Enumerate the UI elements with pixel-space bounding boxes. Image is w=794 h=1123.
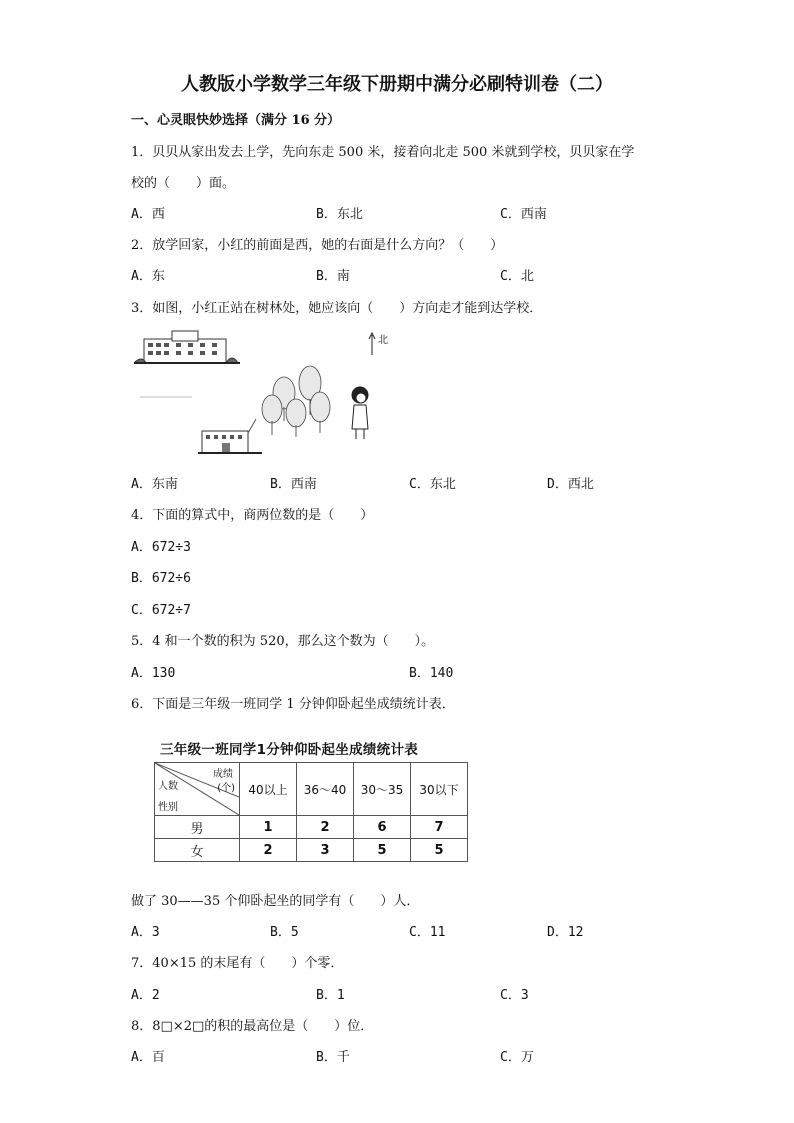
q4-option-b[interactable]: B．672÷6 [131, 571, 191, 586]
q1-option-a[interactable]: A．西 [131, 207, 165, 222]
q3-option-c[interactable]: C．东北 [409, 477, 456, 492]
q7-option-a[interactable]: A．2 [131, 988, 160, 1003]
question-3: 3．如图，小红正站在树林处，她应该向（ ）方向走才能到达学校． [131, 301, 543, 316]
stats-table [154, 762, 468, 862]
q8-option-a[interactable]: A．百 [131, 1050, 165, 1065]
trees-icon [262, 366, 330, 437]
table-row [155, 839, 468, 862]
table-row [155, 816, 468, 839]
q1-option-b[interactable]: B．东北 [316, 207, 363, 222]
q4-option-a[interactable]: A．672÷3 [131, 540, 191, 555]
question-1-line2: 校的（ ）面。 [131, 176, 236, 191]
map-figure [132, 325, 392, 463]
table-header-cell: 40以上 [240, 763, 297, 816]
school-building-icon [134, 331, 240, 363]
q3-option-b[interactable]: B．西南 [270, 477, 317, 492]
q2-option-c[interactable]: C．北 [500, 269, 534, 284]
q2-option-a[interactable]: A．东 [131, 269, 165, 284]
corner-top-label: 成绩 [213, 769, 233, 780]
table-row-label: 男 [155, 816, 240, 839]
question-8: 8．8□×2□的积的最高位是（ ）位． [131, 1019, 374, 1034]
q6-option-b[interactable]: B．5 [270, 925, 299, 940]
table-row-label: 女 [155, 839, 240, 862]
q7-option-c[interactable]: C．3 [500, 988, 529, 1003]
q6-option-d[interactable]: D．12 [547, 925, 584, 940]
table-cell: 1 [240, 816, 297, 839]
q8-option-b[interactable]: B．千 [316, 1050, 350, 1065]
section-heading: 一、心灵眼快妙选择（满分 16 分） [131, 113, 341, 128]
q7-option-b[interactable]: B．1 [316, 988, 345, 1003]
north-arrow-icon [369, 333, 375, 355]
q3-option-a[interactable]: A．东南 [131, 477, 178, 492]
question-6: 6．下面是三年级一班同学 1 分钟仰卧起坐成绩统计表． [131, 697, 455, 712]
question-2: 2．放学回家，小红的前面是西，她的右面是什么方向？（ ） [131, 238, 504, 253]
table-header-row [155, 763, 468, 816]
question-1-line1: 1．贝贝从家出发去上学，先向东走 500 米，接着向北走 500 米就到学校，贝贝家在学 [131, 145, 635, 160]
north-label: 北 [378, 335, 388, 346]
q4-option-c[interactable]: C．672÷7 [131, 603, 191, 618]
table-cell: 2 [297, 816, 354, 839]
question-7: 7．40×15 的末尾有（ ）个零． [131, 956, 344, 971]
q6-option-c[interactable]: C．11 [409, 925, 446, 940]
q5-option-a[interactable]: A．130 [131, 666, 176, 681]
q5-option-b[interactable]: B．140 [409, 666, 454, 681]
table-corner-cell [155, 763, 240, 816]
house-icon [198, 419, 262, 453]
page-title: 人教版小学数学三年级下册期中满分必刷特训卷（二） [181, 74, 613, 95]
table-cell: 2 [240, 839, 297, 862]
q1-option-c[interactable]: C．西南 [500, 207, 547, 222]
q8-option-c[interactable]: C．万 [500, 1050, 534, 1065]
corner-bottom-label: 性别 [158, 802, 178, 813]
question-5: 5．4 和一个数的积为 520，那么这个数为（ ）。 [131, 634, 435, 649]
corner-unit-label: (个) [217, 783, 235, 794]
table-cell: 5 [411, 839, 468, 862]
table-cell: 6 [354, 816, 411, 839]
table-cell: 7 [411, 816, 468, 839]
corner-mid-label: 人数 [158, 781, 178, 792]
q6-option-a[interactable]: A．3 [131, 925, 160, 940]
table-header-cell: 30～35 [354, 763, 411, 816]
table-title: 三年级一班同学1分钟仰卧起坐成绩统计表 [160, 742, 419, 758]
question-4: 4．下面的算式中，商两位数的是（ ） [131, 508, 374, 523]
q3-option-d[interactable]: D．西北 [547, 477, 594, 492]
table-header-cell: 36～40 [297, 763, 354, 816]
question-6-followup: 做了 30——35 个仰卧起坐的同学有（ ）人． [131, 894, 420, 909]
table-cell: 5 [354, 839, 411, 862]
table-cell: 3 [297, 839, 354, 862]
table-header-cell: 30以下 [411, 763, 468, 816]
q2-option-b[interactable]: B．南 [316, 269, 350, 284]
girl-figure-icon [352, 387, 368, 439]
